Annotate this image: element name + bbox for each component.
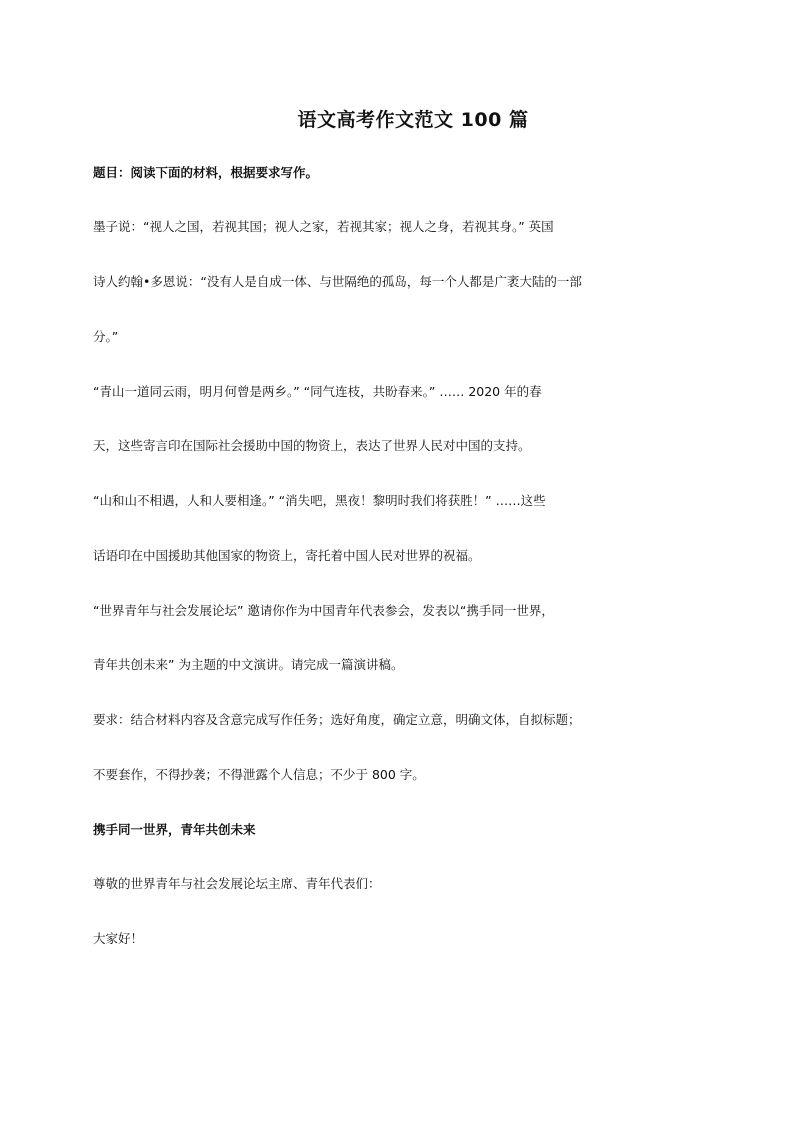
essay-title: 携手同一世界，青年共创未来 — [93, 822, 256, 837]
prompt-heading: 题目：阅读下面的材料，根据要求写作。 — [93, 165, 319, 180]
paragraph-line: 不要套作，不得抄袭；不得泄露个人信息；不少于 800 字。 — [93, 767, 425, 782]
paragraph-line: 墨子说：“视人之国，若视其国；视人之家，若视其家；视人之身，若视其身。” 英国 — [93, 219, 554, 234]
paragraph-line: 天，这些寄言印在国际社会援助中国的物资上，表达了世界人民对中国的支持。 — [93, 438, 531, 453]
salutation: 尊敬的世界青年与社会发展论坛主席、青年代表们： — [93, 876, 381, 891]
document-title: 语文高考作文范文 100 篇 — [297, 109, 529, 131]
greeting: 大家好！ — [93, 931, 144, 946]
paragraph-line: 诗人约翰•多恩说：“没有人是自成一体、与世隔绝的孤岛，每一个人都是广袤大陆的一部 — [93, 274, 582, 289]
paragraph-line: 要求：结合材料内容及含意完成写作任务；选好角度，确定立意，明确文体，自拟标题； — [93, 712, 581, 727]
paragraph-line: 青年共创未来” 为主题的中文演讲。请完成一篇演讲稿。 — [93, 657, 404, 672]
paragraph-line: 分。” — [93, 329, 119, 344]
paragraph-line: “山和山不相遇，人和人要相逢。” “消失吧，黑夜！黎明时我们将获胜！” ……这些 — [93, 493, 546, 508]
paragraph-line: “青山一道同云雨，明月何曾是两乡。” “同气连枝，共盼春来。” …… 2020 年的春 — [93, 384, 542, 399]
paragraph-line: 话语印在中国援助其他国家的物资上，寄托着中国人民对世界的祝福。 — [93, 548, 481, 563]
paragraph-line: “世界青年与社会发展论坛” 邀请你作为中国青年代表参会，发表以“携手同一世界， — [93, 603, 554, 618]
